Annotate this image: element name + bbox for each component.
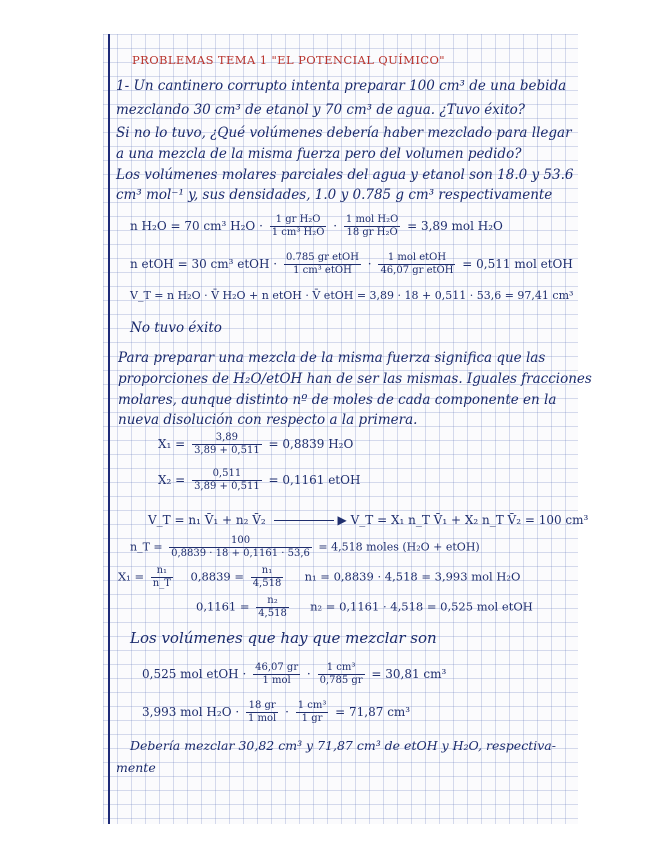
x1-mid-fraction: $\frac{\text{n₁}}{4,518}$: [252, 565, 282, 589]
conclusion-line-2: mente: [116, 760, 156, 775]
x2-fraction: $\frac{0,511}{3,89 + 0,511}$: [194, 468, 260, 492]
vol-h2o-fraction-2: $\frac{\text{1 cm³}}{1 gr}$: [297, 700, 327, 724]
problem-line-2: mezclando 30 cm³ de etanol y 70 cm³ de agua. ¿Tuvo éxito?: [116, 102, 526, 118]
volume-eq-right: V_T = X₁ n_T V̄₁ + X₂ n_T V̄₂ = 100 cm³: [350, 513, 589, 527]
nt-lhs: n_T =: [130, 540, 163, 554]
x2-mid-fraction: $\frac{\text{n₂}}{4,518}$: [258, 595, 287, 619]
n-etoh-fraction-2: $\frac{\text{1 mol etOH}}{\text{46,07 gr etOH}}$: [380, 252, 454, 276]
problem-line-1: 1- Un cantinero corrupto intenta preparar 100 cm³ de una bebida: [116, 78, 567, 94]
x1-mid: 0,8839 =: [190, 569, 245, 584]
x1-calc: [158, 432, 353, 457]
nt-fraction: $\frac{100}{0,8839 \cdot 18 + 0,1161 \cdot 53,6}$: [171, 535, 310, 559]
n-etoh-fraction-1: $\frac{\text{0.785 gr etOH}}{\text{1 cm³ etOH}}$: [285, 252, 359, 276]
vol-h2o-lhs: 3,993 mol H₂O ·: [142, 705, 240, 719]
n-h2o-fraction-2: $\frac{\text{1 mol H₂O}}{\text{18 gr H₂O}}$: [345, 214, 399, 238]
explanation-line-1: Para preparar una mezcla de la misma fuerza significa que las: [118, 350, 546, 366]
problem-line-3: Si no lo tuvo, ¿Qué volúmenes debería haber mezclado para llegar: [116, 125, 572, 141]
explanation-line-4: nueva disolución con respecto a la primera.: [118, 412, 418, 428]
x1-lhs: X₁ =: [158, 437, 186, 451]
arrow-icon: [274, 520, 334, 521]
vol-h2o-fraction-1: $\frac{18 gr}{\text{1 mol}}$: [248, 700, 277, 724]
n-h2o-fraction-1: $\frac{\text{1 gr H₂O}}{\text{1 cm³ H₂O}}$: [271, 214, 325, 238]
x2-lhs: X₂ =: [158, 473, 186, 487]
arrow-head-icon: ▶: [337, 513, 347, 527]
volume-equation: [148, 512, 588, 528]
n-h2o-calc: n H₂O = 70 cm³ H₂O · $\frac{\text{1 gr H₂O}}{\text{1 cm³ H₂O}}$ · $\frac{\text{1 mol H₂O}}{\text{18 gr H₂O}}$ = 3,89 mol H₂O: [130, 214, 503, 238]
vol-etoh-fraction-2: $\frac{\text{1 cm³}}{0,785 gr}$: [319, 662, 363, 686]
nt-calc: [130, 535, 480, 560]
x1-def-lhs: X₁ =: [118, 569, 145, 584]
x1-def-fraction: $\frac{\text{n₁}}{n\_T}$: [152, 565, 171, 589]
n-h2o-lhs: n H₂O = 70 cm³ H₂O ·: [130, 219, 263, 233]
n-etoh-lhs: n etOH = 30 cm³ etOH ·: [130, 257, 278, 271]
x2-calc: [158, 468, 360, 493]
x2-result: = 0,1161 etOH: [268, 473, 361, 487]
n2-result: n₂ = 0,1161 · 4,518 = 0,525 mol etOH: [310, 599, 533, 614]
n-etoh-calc: n etOH = 30 cm³ etOH · $\frac{\text{0.785 gr etOH}}{\text{1 cm³ etOH}}$ · $\frac{\text{1 mol etOH}}{\text{46,07 gr etOH}}$ = 0,511 mol etOH: [130, 252, 573, 276]
problem-line-4: a una mezcla de la misma fuerza pero del volumen pedido?: [116, 146, 522, 162]
n2-calc: [196, 595, 533, 620]
problem-line-6: cm³ mol⁻¹ y, sus densidades, 1.0 y 0.785 g cm³ respectivamente: [116, 187, 553, 203]
nt-result: = 4,518 moles (H₂O + etOH): [318, 540, 480, 554]
vol-etoh-lhs: 0,525 mol etOH ·: [142, 667, 247, 681]
n-h2o-result: = 3,89 mol H₂O: [407, 219, 503, 233]
n-etoh-result: = 0,511 mol etOH: [462, 257, 573, 271]
margin-line: [108, 34, 110, 824]
total-volume-calc: V_T = n H₂O · V̄ H₂O + n etOH · V̄ etOH = 3,89 · 18 + 0,511 · 53,6 = 97,41 cm³: [130, 289, 574, 302]
vol-etoh-fraction-1: $\frac{46,07 gr}{\text{1 mol}}$: [255, 662, 299, 686]
vol-etoh-result: = 30,81 cm³: [371, 667, 447, 681]
x1-result: = 0,8839 H₂O: [268, 437, 354, 451]
explanation-line-2: proporciones de H₂O/etOH han de ser las mismas. Iguales fracciones: [118, 371, 592, 387]
x1-fraction: $\frac{3,89}{3,89 + 0,511}$: [194, 432, 260, 456]
x2-mid: 0,1161 =: [196, 599, 250, 614]
no-exito-text: No tuvo éxito: [130, 320, 222, 336]
conclusion-line-1: Debería mezclar 30,82 cm³ y 71,87 cm³ de etOH y H₂O, respectiva-: [130, 738, 556, 753]
volumes-title: Los volúmenes que hay que mezclar son: [130, 629, 437, 647]
volume-eq-left: V_T = n₁ V̄₁ + n₂ V̄₂: [148, 513, 266, 527]
explanation-line-3: molares, aunque distinto nº de moles de cada componente en la: [118, 392, 557, 408]
n1-result: n₁ = 0,8839 · 4,518 = 3,993 mol H₂O: [304, 569, 521, 584]
n1-calc: [118, 565, 520, 590]
problem-line-5: Los volúmenes molares parciales del agua y etanol son 18.0 y 53.6: [116, 167, 574, 183]
vol-etoh-calc: 0,525 mol etOH · $\frac{46,07 gr}{\text{1 mol}}$ · $\frac{\text{1 cm³}}{0,785 gr}$ = 30,81 cm³: [142, 662, 447, 686]
vol-h2o-result: = 71,87 cm³: [335, 705, 411, 719]
vol-h2o-calc: 3,993 mol H₂O · $\frac{18 gr}{\text{1 mol}}$ · $\frac{\text{1 cm³}}{1 gr}$ = 71,87 cm³: [142, 700, 411, 724]
page-title: PROBLEMAS TEMA 1 "EL POTENCIAL QUÍMICO": [132, 53, 445, 67]
